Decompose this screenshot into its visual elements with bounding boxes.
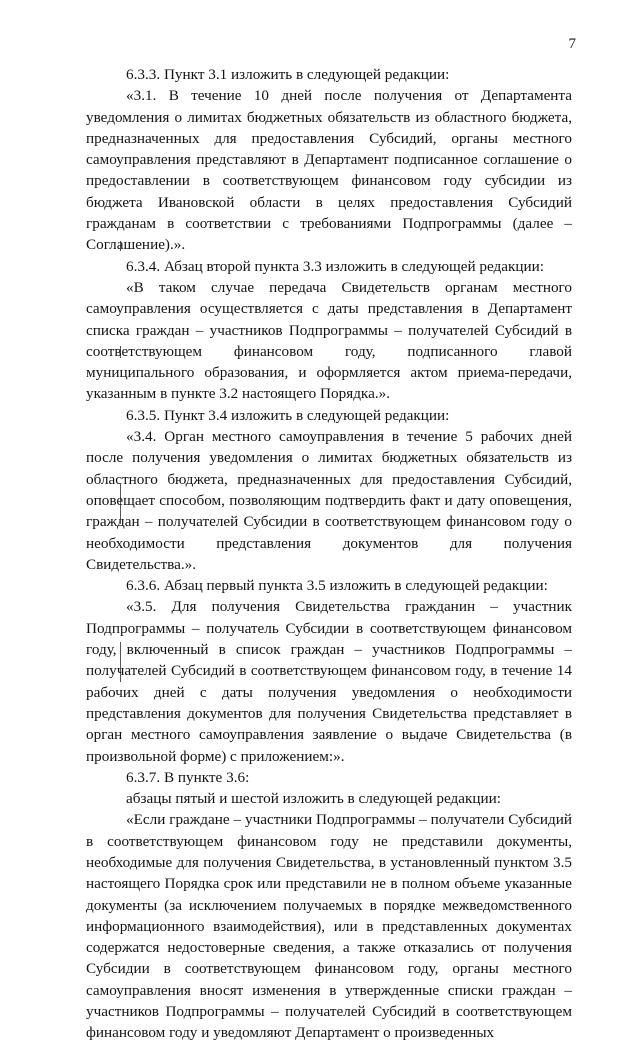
paragraph-quote-3-3: «В таком случае передача Свидетельств органам местного самоуправления осуществляется с даты представления в Департамент списка граждан – участников Подпрограммы – получателей Субсидий в соответствующем финансовом году, подписанного главой муниципального образования, и оформляется актом приема-передачи, указанным в пункте 3.2 настоящего Порядка.». (86, 278, 572, 403)
paragraph-quote-3-4: «3.4. Орган местного самоуправления в течение 5 рабочих дней после получения уведомления о лимитах бюджетных обязательств из областного бюджета, предназначенных для предоставления Субсидий, оповещает способом, позволяющим подтвердить факт и дату оповещения, граждан – получателей Субсидии в соответствующем финансовом году о необходимости представления документов для получения Свидетельства.». (86, 428, 572, 573)
paragraph-quote-3-6: «Если граждане – участники Подпрограммы – получатели Субсидий в соответствующем финансовом году не представили документы, необходимые для получения Свидетельства, в установленный пунктом 3.5 настоящего Порядка срок или представили не в полном объеме указанные документы (за исключением получаемых в порядке межведомственного информационного взаимодействия), или в представленных документах содержатся недостоверные сведения, а также отказались от получения Субсидии в соответствующем финансовом году, органы местного самоуправления вносят изменения в утвержденные списки граждан – участников Подпрограммы – получателей Субсидий в соответствующем финансовом году и уведомляют Департамент о произведенных (86, 811, 572, 1042)
paragraph-abzacy: абзацы пятый и шестой изложить в следующей редакции: (126, 790, 501, 808)
paragraph-6-3-3: 6.3.3. Пункт 3.1 изложить в следующей редакции: (126, 66, 450, 83)
paragraph-quote-3-1: «3.1. В течение 10 дней после получения от Департамента уведомления о лимитах бюджетных обязательств из областного бюджета, предназначенных для предоставления Субсидий, органы местного самоуправления представляют в Департамент подписанное соглашение о предоставлении в соответствующем финансовом году субсидии из бюджета Ивановской области в целях предоставления Субсидий гражданам в соответствии с требованиями Подпрограммы (далее – Соглашение).». (86, 87, 572, 254)
paragraph-6-3-7: 6.3.7. В пункте 3.6: (126, 768, 250, 786)
page-number: 7 (568, 36, 576, 52)
paragraph-6-3-4: 6.3.4. Абзац второй пункта 3.3 изложить в следующей редакции: (126, 257, 545, 275)
paragraph-6-3-5: 6.3.5. Пункт 3.4 изложить в следующей редакции: (126, 406, 450, 424)
paragraph-6-3-6: 6.3.6. Абзац первый пункта 3.5 изложить в следующей редакции: (126, 577, 548, 595)
document-body (86, 64, 572, 1044)
paragraph-quote-3-5: «3.5. Для получения Свидетельства гражданин – участник Подпрограммы – получатель Субсидии в соответствующем финансовом году, включенный в список граждан – участников Подпрограммы – получателей Субсидий в соответствующем финансовом году, в течение 14 рабочих дней с даты получения уведомления о необходимости представления документов для получения Свидетельства представляет в орган местного самоуправления заявление о выдаче Свидетельства (в произвольной форме) с приложением:». (86, 598, 572, 765)
